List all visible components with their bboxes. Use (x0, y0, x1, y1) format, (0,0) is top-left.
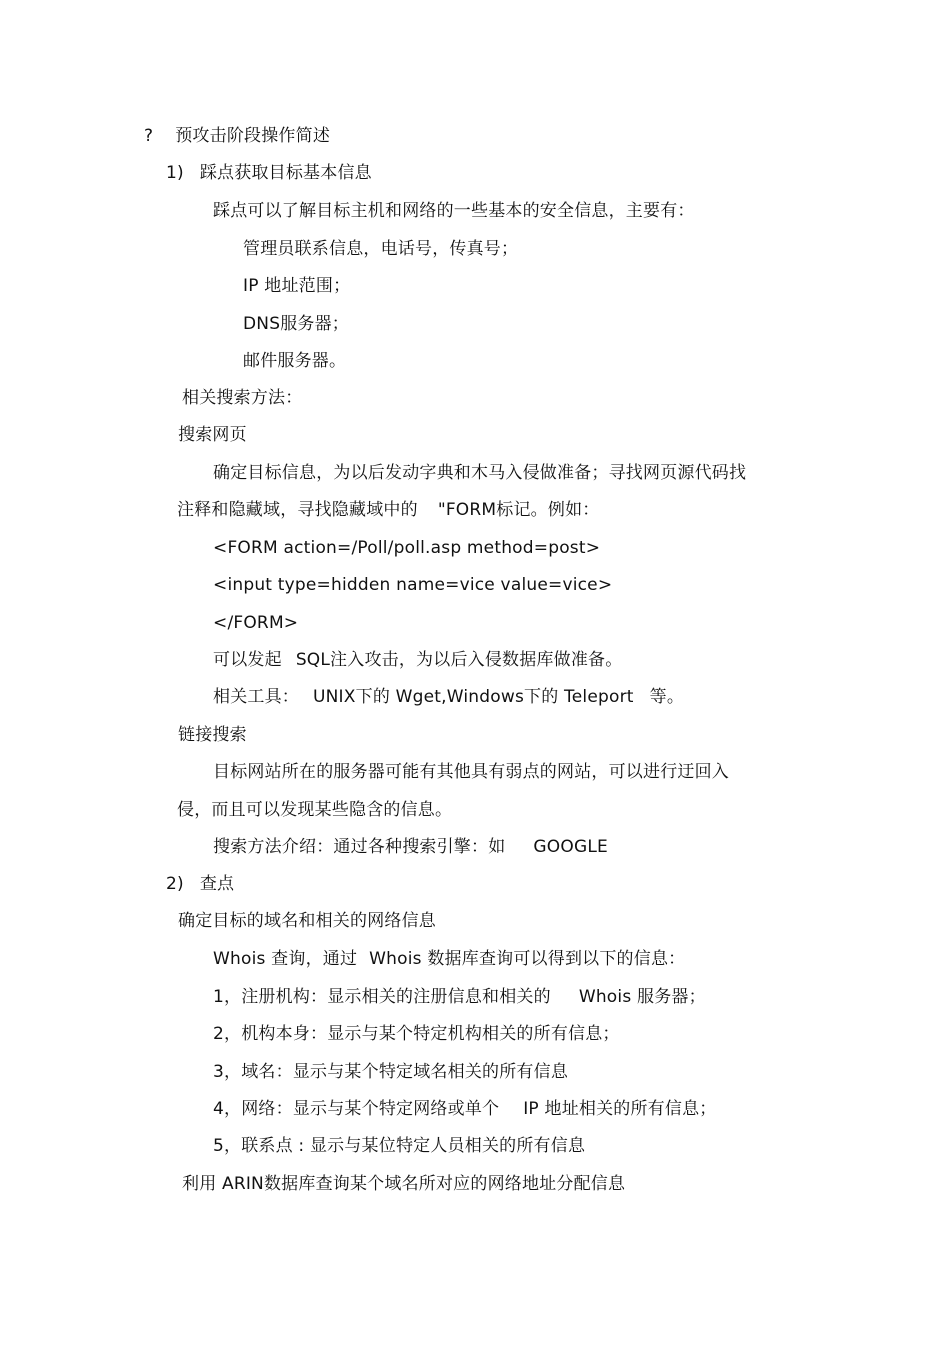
paragraph-line (213, 836, 608, 858)
subsection-title: 查点 (199, 874, 235, 894)
list-item-text: Whois 服务器； (578, 987, 706, 1007)
subsection-number: 2) (166, 874, 184, 894)
paragraph-text: 相关工具： (213, 687, 299, 707)
list-item (213, 1061, 568, 1083)
list-item-text: 2，机构本身：显示与某个特定机构相关的所有信息； (213, 1024, 620, 1044)
list-item-text: DNS服务器； (243, 314, 349, 334)
paragraph-text: 等。 (649, 687, 685, 707)
paragraph-line (182, 1173, 625, 1195)
paragraph-line (213, 649, 622, 671)
paragraph-text: SQL注入攻击，为以后入侵数据库做准备。 (295, 650, 623, 670)
bullet-heading (144, 125, 330, 147)
paragraph-line (177, 499, 599, 521)
paragraph-text: 相关搜索方法： (182, 388, 303, 408)
paragraph-text: 利用 ARIN数据库查询某个域名所对应的网络地址分配信息 (182, 1174, 626, 1194)
paragraph-text: 确定目标信息，为以后发动字典和木马入侵做准备；寻找网页源代码找 (213, 463, 747, 483)
paragraph-text: UNIX下的 Wget,Windows下的 Teleport (313, 687, 634, 707)
section-title: 预攻击阶段操作简述 (175, 126, 331, 146)
topic-title: 链接搜索 (178, 725, 247, 745)
topic-heading (178, 724, 247, 746)
list-item (213, 986, 706, 1008)
paragraph-line (213, 948, 685, 970)
subsection-title: 踩点获取目标基本信息 (199, 163, 372, 183)
paragraph-line (213, 462, 746, 484)
paragraph-line (213, 200, 695, 222)
paragraph-line (182, 387, 302, 409)
paragraph-text: 侵，而且可以发现某些隐含的信息。 (177, 800, 453, 820)
paragraph-text: 注释和隐藏域，寻找隐藏域中的 (177, 500, 418, 520)
list-item-text: 邮件服务器。 (243, 351, 347, 371)
code-text: <input type=hidden name=vice value=vice> (213, 575, 613, 595)
paragraph-text: "FORM标记。例如： (437, 500, 600, 520)
paragraph-text: 可以发起 (213, 650, 282, 670)
list-item (243, 238, 518, 260)
code-line (213, 574, 612, 596)
list-item (243, 313, 349, 335)
code-text: <FORM action=/Poll/poll.asp method=post> (213, 538, 601, 558)
paragraph-text: 确定目标的域名和相关的网络信息 (178, 911, 436, 931)
paragraph-line (213, 686, 684, 708)
paragraph-text: 搜索方法介绍：通过各种搜索引擎：如 (213, 837, 506, 857)
list-item (213, 1135, 585, 1157)
list-item (213, 1098, 717, 1120)
list-item-text: 1，注册机构：显示相关的注册信息和相关的 (213, 987, 551, 1007)
list-item-text: 4，网络：显示与某个特定网络或单个 (213, 1099, 500, 1119)
topic-heading (178, 424, 247, 446)
list-item-text: IP 地址相关的所有信息； (523, 1099, 717, 1119)
code-line (213, 537, 600, 559)
bullet-mark: ? (144, 126, 154, 146)
subsection-heading (166, 873, 234, 895)
list-item (213, 1023, 620, 1045)
list-item (243, 275, 350, 297)
topic-title: 搜索网页 (178, 425, 247, 445)
paragraph-text: 踩点可以了解目标主机和网络的一些基本的安全信息，主要有： (213, 201, 695, 221)
paragraph-line (213, 761, 729, 783)
subsection-number: 1) (166, 163, 184, 183)
paragraph-line (178, 910, 436, 932)
paragraph-text: 目标网站所在的服务器可能有其他具有弱点的网站，可以进行迂回入 (213, 762, 729, 782)
list-item-text: IP 地址范围； (243, 276, 351, 296)
paragraph-text: GOOGLE (533, 837, 608, 857)
list-item-text: 3，域名：显示与某个特定域名相关的所有信息 (213, 1062, 569, 1082)
paragraph-text: Whois 数据库查询可以得到以下的信息： (369, 949, 686, 969)
list-item (243, 350, 346, 372)
code-line (213, 612, 298, 634)
paragraph-text: Whois 查询，通过 (213, 949, 358, 969)
code-text: </FORM> (213, 613, 299, 633)
subsection-heading (166, 162, 372, 184)
list-item-text: 5，联系点 : 显示与某位特定人员相关的所有信息 (213, 1136, 586, 1156)
paragraph-line (177, 799, 452, 821)
list-item-text: 管理员联系信息，电话号，传真号； (243, 239, 519, 259)
